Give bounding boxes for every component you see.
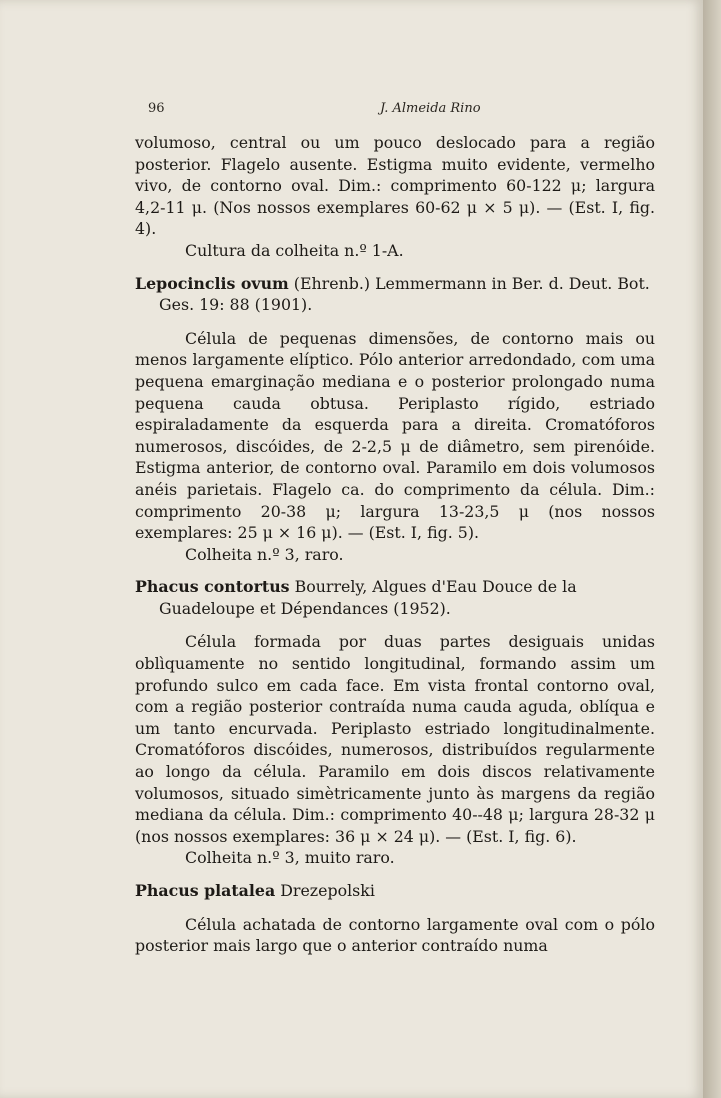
collection-note: Colheita n.º 3, raro. bbox=[185, 544, 344, 564]
species-heading-phacus-platalea bbox=[135, 880, 655, 902]
page-header bbox=[148, 101, 648, 121]
species-citation: (Ehrenb.) Lemmermann in Ber. d. Deut. Bot. Ges. 19: 88 (1901). bbox=[159, 273, 650, 315]
page-number: 96 bbox=[148, 101, 165, 116]
species-name: Lepocinclis ovum bbox=[135, 273, 289, 293]
paragraph-phacus-contortus-description: Célula formada por duas partes desiguais unidas oblìquamente no sentido longitudinal, formando assim um profundo sulco em cada face. Em vista frontal contorno oval, com a região posterior contraída numa cauda aguda, oblíqua e um tanto encurvada. Periplasto estriado longitudinalmente. Cromatóforos discóides, numerosos, distribuídos regularmente ao longo da célula. Paramilo em dois discos relativamente volumosos, situado simètricamente junto às margens da região mediana da célula. Dim.: comprimento 40--48 μ; largura 28-32 μ (nos nossos exemplares: 36 μ × 24 μ). — (Est. I, fig. 6). bbox=[135, 632, 655, 846]
species-citation: Drezepolski bbox=[275, 881, 375, 900]
culture-note: Cultura da colheita n.º 1-A. bbox=[185, 240, 404, 260]
species-heading-phacus-contortus bbox=[135, 576, 655, 619]
paragraph-phacus-platalea-description: Célula achatada de contorno largamente oval com o pólo posterior mais largo que o anterior contraído numa bbox=[135, 914, 655, 956]
paragraph-lepocinclis-description: Célula de pequenas dimensões, de contorno mais ou menos largamente elíptico. Pólo anterior arredondado, com uma pequena emarginação mediana e o posterior prolongado numa pequena cauda obtusa. Periplasto rígido, estriado espiraladamente da esquerda para a direita. Cromatóforos numerosos, discóides, de 2-2,5 μ de diâmetro, sem pirenóide. Estigma anterior, de contorno oval. Paramilo em dois volumosos anéis parietais. Flagelo ca. do comprimento da célula. Dim.: comprimento 20-38 μ; largura 13-23,5 μ (nos nossos exemplares: 25 μ × 16 μ). — (Est. I, fig. 5). bbox=[135, 328, 655, 543]
species-citation: Bourrely, Algues d'Eau Douce de la Guadeloupe et Dépendances (1952). bbox=[159, 577, 577, 618]
body-text bbox=[135, 132, 655, 957]
species-name: Phacus platalea bbox=[135, 881, 276, 900]
species-name: Phacus contortus bbox=[135, 577, 290, 597]
running-head: J. Almeida Rino bbox=[380, 101, 481, 116]
page-edge-shadow bbox=[703, 0, 721, 1098]
species-heading-lepocinclis bbox=[135, 273, 655, 316]
paragraph-description-continued: volumoso, central ou um pouco deslocado para a região posterior. Flagelo ausente. Estigma muito evidente, vermelho vivo, de contorno oval. Dim.: comprimento 60-122 μ; largura 4,2-11 μ. (Nos nossos exemplares 60-62 μ × 5 μ). — (Est. I, fig. 4). bbox=[135, 133, 655, 239]
collection-note: Colheita n.º 3, muito raro. bbox=[185, 848, 395, 868]
